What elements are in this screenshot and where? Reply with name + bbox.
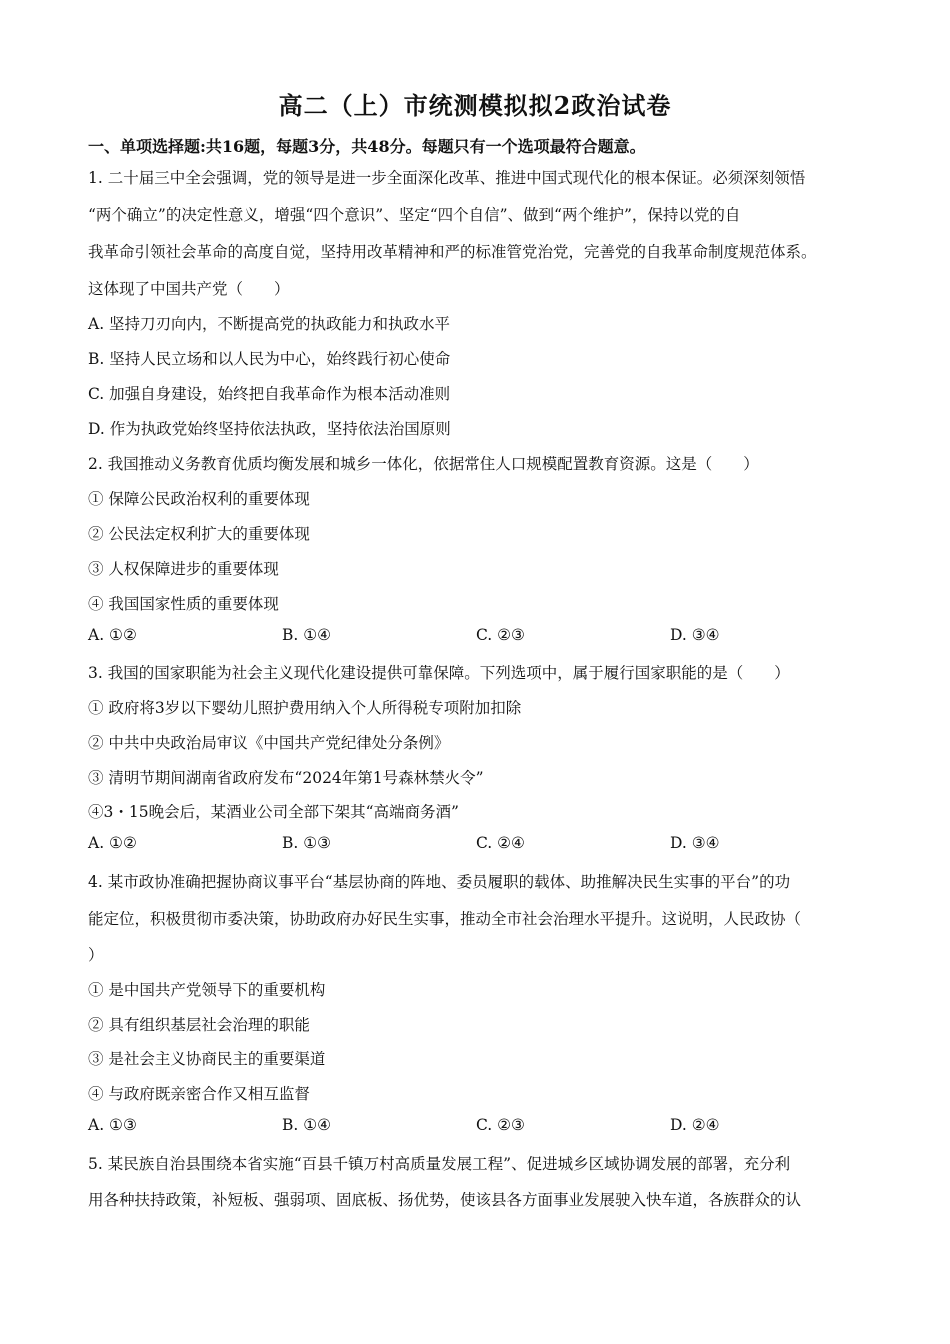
q1-stem-line: 这体现了中国共产党（ ）	[88, 280, 290, 298]
q4-choice-a: A. ①③	[88, 1116, 137, 1134]
page-title: 高二（上）市统测模拟拟2政治试卷	[278, 91, 672, 120]
q2-choice-b: B. ①④	[282, 626, 332, 644]
q2-item: ② 公民法定权利扩大的重要体现	[88, 525, 310, 543]
q4-stem-line: ）	[88, 946, 104, 964]
q2-choice-a: A. ①②	[88, 626, 137, 644]
q3-stem: 3. 我国的国家职能为社会主义现代化建设提供可靠保障。下列选项中，属于履行国家职能的是（ ）	[88, 664, 790, 682]
q4-item: ④ 与政府既亲密合作又相互监督	[88, 1085, 310, 1103]
q2-choice-c: C. ②③	[476, 626, 525, 644]
section-heading: 一、单项选择题:共16题，每题3分，共48分。每题只有一个选项最符合题意。	[88, 137, 646, 156]
q4-choice-c: C. ②③	[476, 1116, 525, 1134]
q1-option-c: C. 加强自身建设，始终把自我革命作为根本活动准则	[88, 385, 451, 403]
q3-choice-b: B. ①③	[282, 834, 332, 852]
q5-stem-line: 用各种扶持政策，补短板、强弱项、固底板、扬优势，使该县各方面事业发展驶入快车道，各族群众的认	[88, 1191, 802, 1209]
q3-item: ② 中共中央政治局审议《中国共产党纪律处分条例》	[88, 734, 450, 752]
q1-option-a: A. 坚持刀刃向内，不断提高党的执政能力和执政水平	[88, 315, 451, 333]
q1-option-b: B. 坚持人民立场和以人民为中心，始终践行初心使命	[88, 350, 451, 368]
q3-item: ③ 清明节期间湖南省政府发布“2024年第1号森林禁火令”	[88, 769, 484, 787]
q4-choice-d: D. ②④	[670, 1116, 720, 1134]
q1-stem-line: “两个确立”的决定性意义，增强“四个意识”、坚定“四个自信”、做到“两个维护”，保持以党的自	[88, 206, 741, 224]
q4-item: ③ 是社会主义协商民主的重要渠道	[88, 1050, 326, 1068]
q2-item: ③ 人权保障进步的重要体现	[88, 560, 279, 578]
q1-stem-line: 我革命引领社会革命的高度自觉，坚持用改革精神和严的标准管党治党，完善党的自我革命制度规范体系。	[88, 243, 817, 261]
q2-choice-d: D. ③④	[670, 626, 720, 644]
q1-option-d: D. 作为执政党始终坚持依法执政，坚持依法治国原则	[88, 420, 451, 438]
q3-choice-a: A. ①②	[88, 834, 137, 852]
q4-item: ② 具有组织基层社会治理的职能	[88, 1016, 310, 1034]
q2-item: ④ 我国国家性质的重要体现	[88, 595, 279, 613]
q1-stem-line: 1. 二十届三中全会强调，党的领导是进一步全面深化改革、推进中国式现代化的根本保证。必须深刻领悟	[88, 169, 806, 187]
q3-choice-d: D. ③④	[670, 834, 720, 852]
q4-stem-line: 4. 某市政协准确把握协商议事平台“基层协商的阵地、委员履职的载体、助推解决民生实事的平台”的功	[88, 873, 791, 891]
q2-item: ① 保障公民政治权利的重要体现	[88, 490, 310, 508]
q3-item: ④3・15晚会后，某酒业公司全部下架其“高端商务酒”	[88, 803, 459, 821]
q4-stem-line: 能定位，积极贯彻市委决策，协助政府办好民生实事，推动全市社会治理水平提升。这说明，人民政协（	[88, 910, 802, 928]
q3-choice-c: C. ②④	[476, 834, 525, 852]
q4-item: ① 是中国共产党领导下的重要机构	[88, 981, 326, 999]
q3-item: ① 政府将3岁以下婴幼儿照护费用纳入个人所得税专项附加扣除	[88, 699, 522, 717]
q5-stem-line: 5. 某民族自治县围绕本省实施“百县千镇万村高质量发展工程”、促进城乡区域协调发展的部署，充分利	[88, 1155, 791, 1173]
q4-choice-b: B. ①④	[282, 1116, 332, 1134]
q2-stem: 2. 我国推动义务教育优质均衡发展和城乡一体化，依据常住人口规模配置教育资源。这是（ ）	[88, 455, 759, 473]
